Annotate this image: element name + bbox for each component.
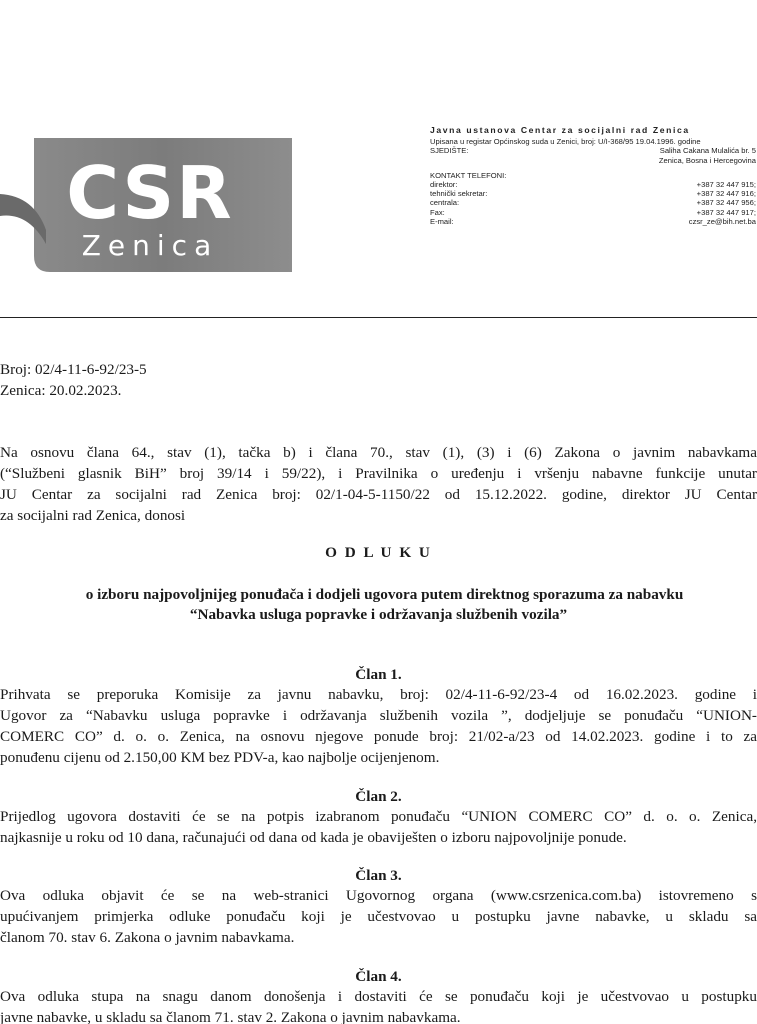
svg-text:Zenica: Zenica [81, 229, 219, 262]
contact-row: tehnički sekretar: +387 32 447 916; [430, 189, 756, 199]
csr-zenica-logo [0, 134, 292, 272]
article-line: COMERC CO” d. o. o. Zenica, na osnovu njegove ponude broj: 21/02-a/23 od 14.02.2023. godine i to za [0, 728, 757, 745]
register-line: Upisana u registar Općinskog suda u Zenici, broj: U/I-368/95 19.04.1996. godine [430, 137, 701, 147]
seat-city: Zenica, Bosna i Hercegovina [658, 155, 756, 165]
institution-info [430, 126, 756, 226]
preamble-line: JU Centar za socijalni rad Zenica broj: 02/1-04-5-1150/22 od 15.12.2022. godine, direktor JU Centar [0, 486, 757, 503]
header-divider [0, 317, 757, 318]
article-line: upućivanjem primjerka odluke ponuđaču koji je učestvovao u postupku javne nabavke, u skladu sa [0, 908, 757, 925]
preamble-line: (“Službeni glasnik BiH” broj 39/14 i 59/22), i Pravilnika o uređenju i vršenju nabavne funkcije unutar [0, 465, 757, 482]
contacts-label: KONTAKT TELEFONI: [430, 170, 507, 180]
contact-row: E-mail: czsr_ze@bih.net.ba [430, 216, 756, 226]
svg-text:CSR: CSR [66, 151, 234, 235]
seat-address: Saliha Cakana Mulalića br. 5 [659, 146, 756, 156]
seat-label: SJEDIŠTE: [430, 146, 469, 156]
reference-number: Broj: 02/4-11-6-92/23-5 [0, 361, 147, 378]
decision-subject: “Nabavka usluga popravke i održavanja službenih vozila” [189, 606, 568, 623]
decision-title: O D L U K U [325, 544, 432, 561]
contact-row: Fax: +387 32 447 917; [430, 207, 756, 217]
decision-subtitle: o izboru najpovoljnijeg ponuđača i dodjeli ugovora putem direktnog sporazuma za nabavku [85, 586, 684, 603]
article-line: javne nabavke, u skladu sa članom 71. stav 2. Zakona o javnim nabavkama. [0, 1009, 461, 1024]
article-line: članom 70. stav 6. Zakona o javnim nabavkama. [0, 929, 295, 946]
article-heading: Član 2. [355, 788, 402, 805]
document-date: Zenica: 20.02.2023. [0, 382, 122, 399]
article-line: ponuđenu cijenu od 2.150,00 KM bez PDV-a, kao najbolje ocijenjenom. [0, 749, 440, 766]
preamble-line: za socijalni rad Zenica, donosi [0, 507, 186, 524]
article-heading: Član 3. [355, 867, 402, 884]
article-line: Ova odluka stupa na snagu danom donošenja i dostaviti će se ponuđaču koji je učestvovao u postupku [0, 988, 757, 1005]
article-line: Ugovor za “Nabavku usluga popravke i održavanja službenih vozila ”, dodjeljuje se ponuđaču “UNION- [0, 707, 757, 724]
article-line: Ova odluka objavit će se na web-stranici Ugovornog organa (www.csrzenica.com.ba) istovremeno s [0, 887, 757, 904]
contact-row: direktor: +387 32 447 915; [430, 180, 756, 190]
institution-name: Javna ustanova Centar za socijalni rad Zenica [430, 125, 690, 135]
email: czsr_ze@bih.net.ba [688, 216, 756, 226]
article-line: Prijedlog ugovora dostaviti će se na potpis izabranom ponuđaču “UNION COMERC CO” d. o. o. Zenica, [0, 808, 757, 825]
contact-row: centrala: +387 32 447 956; [430, 198, 756, 208]
article-heading: Član 4. [355, 968, 402, 985]
article-line: najkasnije u roku od 10 dana, računajući od dana od kada je obaviješten o izboru najpovoljnije ponude. [0, 829, 627, 846]
article-line: Prihvata se preporuka Komisije za javnu nabavku, broj: 02/4-11-6-92/23-4 od 16.02.2023. godine i [0, 686, 757, 703]
article-heading: Član 1. [355, 666, 402, 683]
preamble-line: Na osnovu člana 64., stav (1), tačka b) i člana 70., stav (1), (3) i (6) Zakona o javnim nabavkama [0, 444, 757, 461]
